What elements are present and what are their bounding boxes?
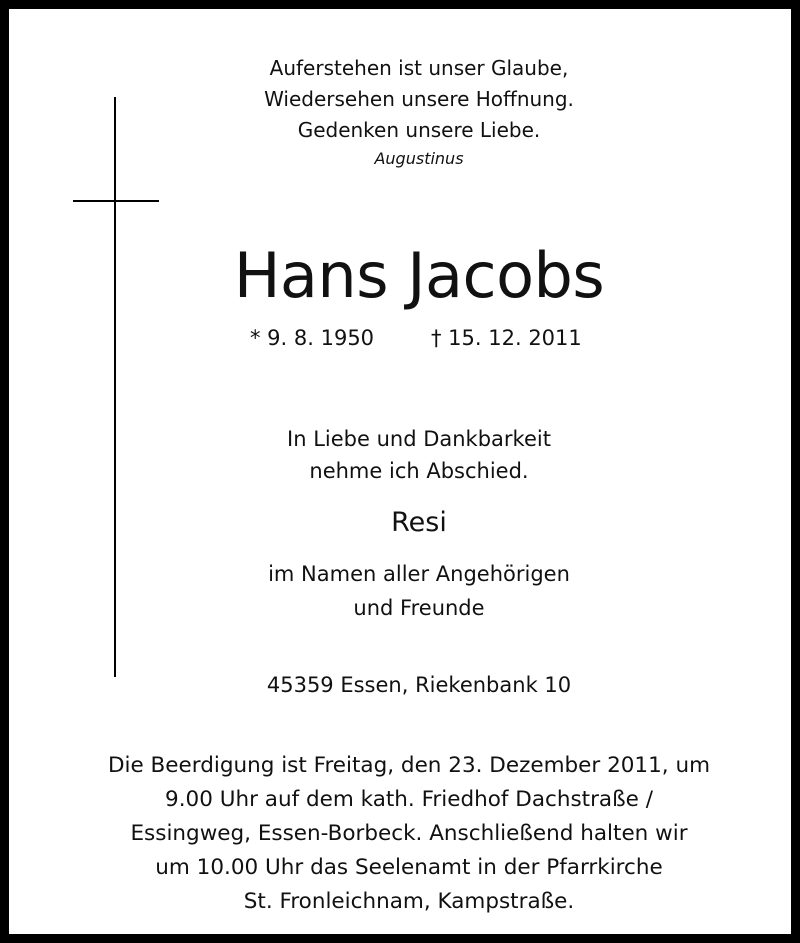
funeral-line: 9.00 Uhr auf dem kath. Friedhof Dachstraße / xyxy=(165,787,653,812)
funeral-line: St. Fronleichnam, Kampstraße. xyxy=(243,889,575,914)
farewell-message xyxy=(169,423,669,487)
birth-date: * 9. 8. 1950 xyxy=(250,326,375,350)
memorial-quote xyxy=(169,53,669,171)
mourner-address: 45359 Essen, Riekenbank 10 xyxy=(266,673,572,697)
relatives-line: und Freunde xyxy=(353,596,485,620)
relatives-note xyxy=(169,557,669,625)
funeral-line: Die Beerdigung ist Freitag, den 23. Dezember 2011, um xyxy=(107,753,711,778)
quote-line: Gedenken unsere Liebe. xyxy=(297,118,541,142)
quote-line: Wiedersehen unsere Hoffnung. xyxy=(264,87,574,111)
quote-line: Auferstehen ist unser Glaube, xyxy=(269,56,569,80)
quote-author: Augustinus xyxy=(374,149,464,168)
cross-icon-vertical-bar xyxy=(114,97,116,677)
cross-icon-horizontal-bar xyxy=(73,200,159,202)
death-date: † 15. 12. 2011 xyxy=(431,326,582,350)
signer-name: Resi xyxy=(391,507,447,538)
farewell-line: nehme ich Abschied. xyxy=(309,459,529,483)
deceased-name: Hans Jacobs xyxy=(233,239,605,312)
farewell-line: In Liebe und Dankbarkeit xyxy=(287,427,551,451)
funeral-line: um 10.00 Uhr das Seelenamt in der Pfarrkirche xyxy=(155,855,663,880)
funeral-details xyxy=(49,749,769,919)
relatives-line: im Namen aller Angehörigen xyxy=(268,562,570,586)
funeral-line: Essingweg, Essen-Borbeck. Anschließend halten wir xyxy=(130,821,688,846)
